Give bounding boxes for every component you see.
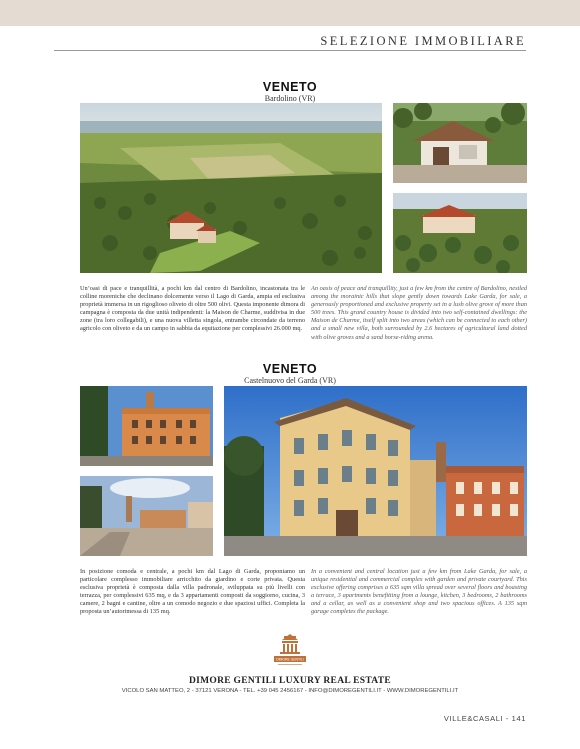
dimore-gentili-logo xyxy=(270,632,310,668)
listing-2-main-building-photo xyxy=(224,386,527,556)
listing-1-description-it: Un’oasi di pace e tranquillità, a pochi km dal centro di Bardolino, incastonata tra le colline moreniche che declinano dolcemente verso il Lago di Garda, ampia ed esclusiva proprietà immersa in un rigoglioso oliveto di oltre 500 olivi. Questa imponente dimora di campagna è composta da due unità indipendenti: la Maison de Charme, suddivisa in due zone (tra loro collegabili), e una nuova villetta singola, entrambe circondate da terreno agricolo con oliveto e da un campo in sabbia da equitazione per complessivi 26.000 mq. xyxy=(80,285,305,333)
listing-1-region: VENETO xyxy=(262,80,318,94)
page-folio: VILLE&CASALI - 141 xyxy=(443,714,526,723)
top-color-band xyxy=(0,0,580,26)
logo-text: DIMORE GENTILI xyxy=(276,657,304,662)
section-header: SELEZIONE IMMOBILIARE xyxy=(320,34,526,48)
listing-1-farmhouse-photo xyxy=(393,193,527,273)
header-rule xyxy=(54,50,526,51)
agency-name: DIMORE GENTILI LUXURY REAL ESTATE xyxy=(188,676,392,686)
listing-2-town: Castelnuovo del Garda (VR) xyxy=(244,376,336,385)
listing-1-town: Bardolino (VR) xyxy=(264,94,316,103)
listing-2-courtyard-photo xyxy=(80,476,213,556)
listing-1-villa-photo xyxy=(393,103,527,183)
listing-1-aerial-photo xyxy=(80,103,382,273)
listing-1-description-en: An oasis of peace and tranquillity, just a few km from the centre of Bardolino, nestled among the morainic hills that slope gently down towards Lake Garda, for sale, a generously proportioned and exclusive property set in a lush olive grove of more than 500 trees. This grand country house is divided into two self-contained dwellings: the Maison de Charme, itself split into two areas (which can be connected to each other) and a small new villa, both surrounded by 2.6 hectares of agricultural land dotted with olive groves and a sand horse-riding arena. xyxy=(311,285,527,341)
agency-contacts: VICOLO SAN MATTEO, 2 - 37121 VERONA - TEL. +39 045 2456167 - INFO@DIMOREGENTILI.IT - WWW.DIMOREGENTILI.IT xyxy=(121,688,459,694)
listing-2-region: VENETO xyxy=(262,362,318,376)
listing-2-description-en: In a convenient and central location just a few km from Lake Garda, for sale, a unique residential and commercial complex with garden and private courtyard. This exclusive offering comprises a 635 sqm villa spread over several floors and boasting a terrace, 3 apartments benefitting from a lounge, kitchen, 3 bedrooms, 2 bathrooms and a cellar, as well as a convenient shop and two spacious offices. A 135 sqm garage completes the package. xyxy=(311,568,527,616)
listing-2-description-it: In posizione comoda e centrale, a pochi km dal Lago di Garda, proponiamo un particolare complesso immobiliare arricchito da giardino e corte privata. Questa esclusiva proprietà è composta dalla villa padronale, sviluppata su più livelli con terrazza, per complessivi 635 mq, e da 3 appartamenti composti da soggiorno, cucina, 3 camere, 2 bagni e cantine, oltre a un comodo negozio e due spaziosi uffici. Completa la proposta un’autorimessa di 135 mq. xyxy=(80,568,305,616)
listing-2-street-photo xyxy=(80,386,213,466)
